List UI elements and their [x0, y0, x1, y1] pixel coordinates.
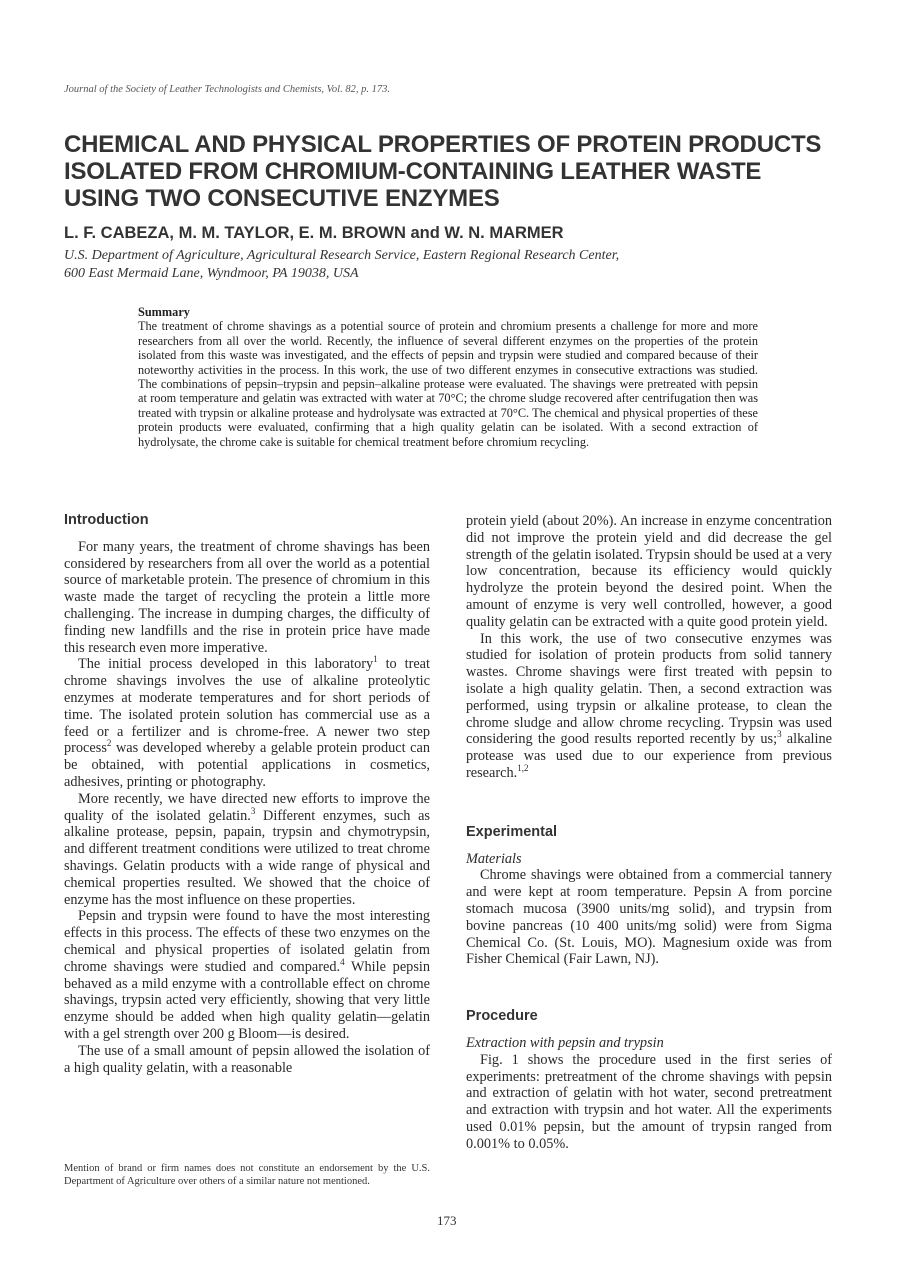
intro-paragraph-5-continued: protein yield (about 20%). An increase in enzyme concentration did not improve the protein yield and did decrease the gel strength of the gelatin isolated. Trypsin should be used at a very low concentration, because its efficiency would quickly hydrolyze the protein beyond the desired point. When the amount of enzyme is very well controlled, however, a good quality gelatin can be extracted with a quite good protein yield. [466, 513, 832, 630]
summary-heading: Summary [138, 305, 190, 319]
page-number: 173 [437, 1213, 457, 1228]
procedure-paragraph: Fig. 1 shows the procedure used in the first series of experiments: pretreatment of the chrome shavings with pepsin and extraction of gelatin with hot water, second pretreatment and extraction with trypsin and hot water. All the experiments used 0.01% pepsin, but the amount of trypsin ranged from 0.001% to 0.05%. [466, 1051, 832, 1152]
citation-ref: 1,2 [517, 763, 529, 774]
text-run: Different enzymes, such as alkaline protease, pepsin, papain, trypsin and chymotrypsin, and different treatment conditions were utilized to treat chrome shavings. Gelatin products with a wide range of physical and chemical properties resulted. We showed that the choice of enzyme has the most influence on these properties. [64, 807, 430, 908]
text-run: The initial process developed in this laboratory [78, 656, 374, 673]
affiliation-line-1: U.S. Department of Agriculture, Agricultural Research Service, Eastern Regional Research Center, [64, 248, 620, 263]
intro-paragraph-2 [64, 656, 430, 790]
left-column [64, 512, 430, 1076]
citation-ref: 3 [250, 805, 256, 816]
text-run: While pepsin behaved as a mild enzyme with a controllable effect on chrome shavings, trypsin acted very efficiently, showing that very little enzyme should be added when high quality gelatin—gelatin with a gel strength over 200 g Bloom—is desired. [64, 958, 431, 1042]
intro-paragraph-1: For many years, the treatment of chrome shavings has been considered by researchers from all over the world as a potential source of marketable protein. The presence of chromium in this waste made the target of recycling the protein a little more challenging. The increase in dumping charges, the difficulty of finding new landfills and the rise in protein price have made this research even more imperative. [64, 538, 430, 656]
right-column [466, 513, 832, 1153]
text-run: In this work, the use of two consecutive enzymes was studied for isolation of protein products from solid tannery wastes. Chrome shavings were first treated with pepsin to isolate a high quality gelatin. Then, a second extraction was performed, using trypsin or alkaline protease, to clean the chrome sludge and allow chrome recycling. Trypsin was used considering the good results reported recently by us; [466, 630, 832, 748]
experimental-heading: Experimental [466, 823, 558, 840]
citation-ref: 4 [340, 956, 345, 967]
summary-section [138, 305, 758, 449]
author-list: L. F. CABEZA, M. M. TAYLOR, E. M. BROWN and W. N. MARMER [64, 224, 564, 242]
intro-paragraph-6 [466, 631, 832, 782]
article-title: CHEMICAL AND PHYSICAL PROPERTIES OF PROTEIN PRODUCTS ISOLATED FROM CHROMIUM-CONTAINING LEATHER WASTE USING TWO CONSECUTIVE ENZYMES [64, 131, 822, 212]
intro-paragraph-4 [64, 908, 430, 1042]
text-run: alkaline protease was used due to our experience from previous research. [466, 731, 833, 781]
materials-subheading: Materials [466, 850, 522, 867]
affiliation [64, 247, 764, 283]
intro-paragraph-3 [64, 791, 430, 909]
citation-ref: 2 [106, 738, 112, 749]
intro-paragraph-5: The use of a small amount of pepsin allowed the isolation of a high quality gelatin, with a reasonable [64, 1042, 430, 1076]
procedure-subheading: Extraction with pepsin and trypsin [466, 1034, 664, 1051]
footnote: Mention of brand or firm names does not constitute an endorsement by the U.S. Department of Agriculture over others of a similar nature not mentioned. [64, 1163, 430, 1187]
summary-text: The treatment of chrome shavings as a potential source of protein and chromium presents a challenge for more and more researchers from all over the world. Recently, the influence of several different enzymes on the properties of the protein isolated from this waste was investigated, and the effects of pepsin and trypsin were studied and compared because of their noteworthy activities in the process. In this work, the use of two different enzymes in consecutive extractions was studied. The combinations of pepsin–trypsin and pepsin–alkaline protease were evaluated. The shavings were pretreated with pepsin at room temperature and gelatin was extracted with water at 70°C; the chrome sludge recovered after centrifugation then was treated with trypsin or alkaline protease and hydrolysate was extracted at 70°C. The chemical and physical properties of these protein products were evaluated, confirming that a high quality gelatin can be isolated. With a second extraction of hydrolysate, the chrome cake is suitable for chemical treatment before chromium recycling. [138, 319, 758, 449]
introduction-heading: Introduction [64, 512, 149, 528]
procedure-heading: Procedure [466, 1008, 538, 1025]
citation-ref: 1 [373, 654, 378, 665]
citation-ref: 3 [777, 729, 782, 740]
text-run: More recently, we have directed new efforts to improve the quality of the isolated gelatin. [64, 790, 430, 824]
affiliation-line-2: 600 East Mermaid Lane, Wyndmoor, PA 19038, USA [64, 266, 359, 281]
journal-citation: Journal of the Society of Leather Technologists and Chemists, Vol. 82, p. 173. [64, 84, 390, 95]
text-run: Pepsin and trypsin were found to have the most interesting effects in this process. The effects of these two enzymes on the chemical and physical properties of isolated gelatin from chrome shavings were studied and compared. [64, 908, 430, 975]
text-run: to treat chrome shavings involves the use of alkaline proteolytic enzymes at moderate temperatures and for short periods of time. The isolated protein solution has commercial use as a feed or a fertilizer and is chrome-free. A newer two step process [64, 656, 430, 757]
text-run: was developed whereby a gelable protein product can be obtained, with potential applications in cosmetics, adhesives, printing or photography. [64, 740, 430, 790]
materials-paragraph: Chrome shavings were obtained from a commercial tannery and were kept at room temperature. Pepsin A from porcine stomach mucosa (3900 units/mg solid), and trypsin from bovine pancreas (10 400 units/mg solid) were from Sigma Chemical Co. (St. Louis, MO). Magnesium oxide was from Fisher Chemical (Fair Lawn, NJ). [466, 867, 832, 968]
